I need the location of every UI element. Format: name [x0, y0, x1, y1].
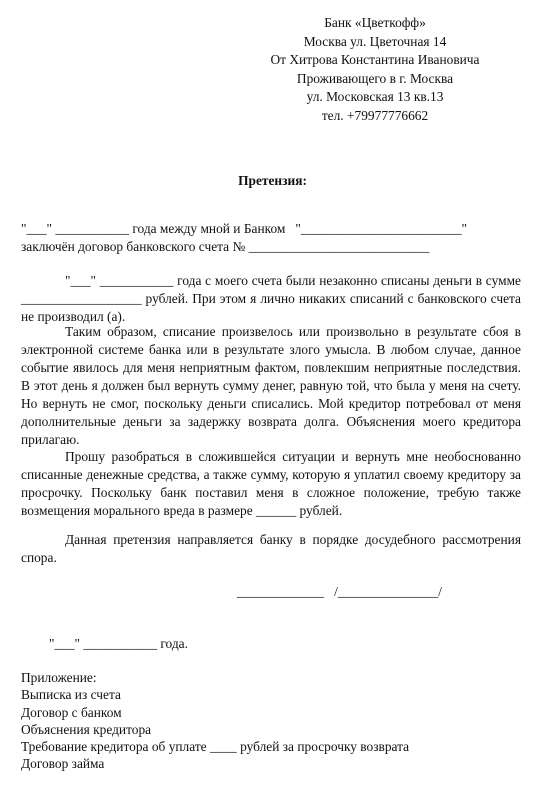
- appendix-item: Выписка из счета: [21, 687, 121, 703]
- appendix-item: Договор с банком: [21, 704, 122, 720]
- appendix-heading: Приложение:: [21, 670, 97, 685]
- paragraph-unauthorized-debit: "___" ___________ года с моего счета были незаконно списаны деньги в сумме __________________ рублей. При этом я лично никаких списаний с банковского счета не производил (а).: [21, 273, 521, 324]
- paragraph-circumstances: Таким образом, списание произвелось или произвольно в результате сбоя в электронной системе банка или в результате злого умысла. В любом случае, данное событие явилось для меня неприятным фактом, повлекшим неприятные последствия. В этот день я должен был вернуть сумму денег, равную той, что была у меня на счету. Но вернуть не смог, поскольку деньги списались. Мой кредитор потребовал от меня дополнительные деньги за задержку возврата долга. Объяснения моего кредитора прилагаю.: [21, 324, 521, 447]
- contract-line-2: заключён договор банковского счета № ___________________________: [21, 239, 430, 254]
- appendix-list: [21, 669, 521, 773]
- header-sender-phone: тел. +79977776662: [321, 107, 429, 123]
- signature-line: _____________ /_______________/: [237, 584, 442, 599]
- paragraph-pretrial-notice: Данная претензия направляется банку в порядке досудебного рассмотрения спора.: [21, 532, 521, 565]
- appendix-item: Договор займа: [21, 756, 105, 772]
- header-sender-city: Проживающего в г. Москва: [296, 70, 454, 86]
- date-line: "___" ___________ года.: [49, 636, 188, 651]
- appendix-item: Требование кредитора об уплате ____ рублей за просрочку возврата: [21, 739, 410, 755]
- header-bank-name: Банк «Цветкофф»: [324, 15, 426, 30]
- paragraph-demand: Прошу разобраться в сложившейся ситуации и вернуть мне необоснованно списанные денежные средства, а также сумму, которую я уплатил своему кредитору за просрочку. Поскольку банк поставил меня в сложное положение, требую также возмещения морального вреда в размере ______ рублей.: [21, 449, 521, 518]
- contract-statement: [21, 220, 521, 256]
- header-sender-name: От Хитрова Константина Ивановича: [270, 52, 480, 67]
- addressee-header: [210, 14, 540, 125]
- header-sender-address: ул. Московская 13 кв.13: [306, 89, 444, 104]
- appendix-item: Объяснения кредитора: [21, 721, 152, 737]
- contract-line-1: "___" ___________ года между мной и Банком "________________________": [21, 221, 468, 236]
- document-title: Претензия:: [238, 173, 307, 188]
- header-bank-address: Москва ул. Цветочная 14: [303, 33, 447, 49]
